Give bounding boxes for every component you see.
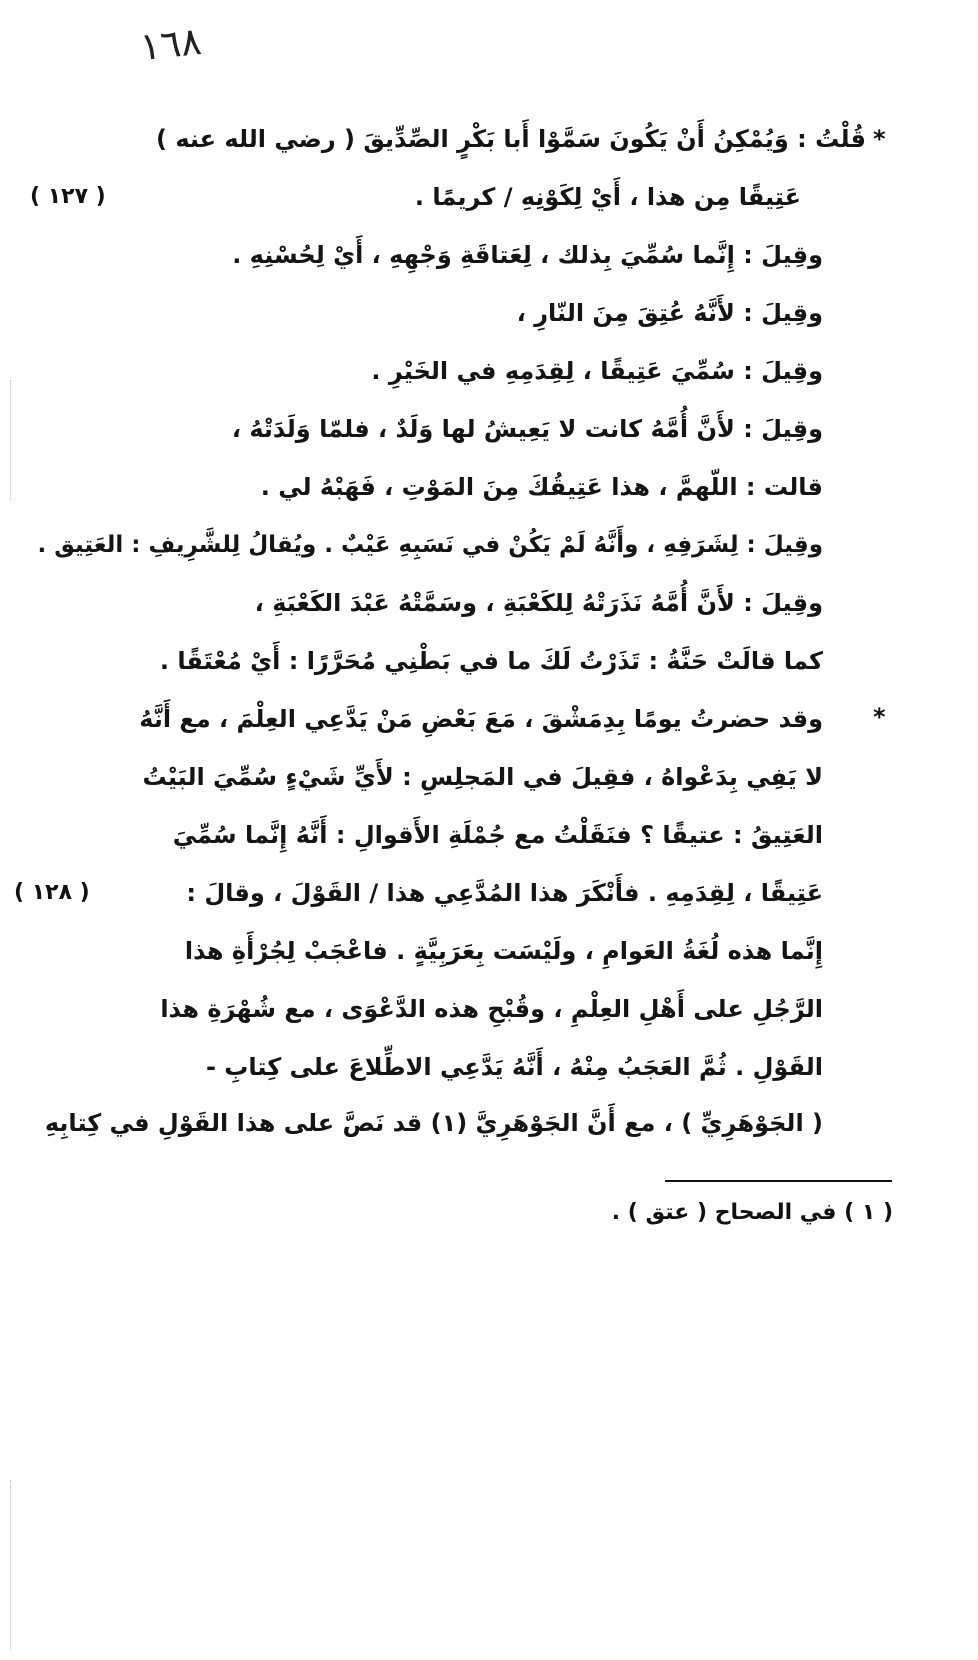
section-marker: * (873, 703, 886, 731)
text-line: لا يَفِي بِدَعْواهُ ، فقِيلَ في المَجلِسِ : لأَيِّ شَيْءٍ سُمِّيَ البَيْتُ (142, 763, 823, 791)
text-line: وقِيلَ : لأَنَّ أُمَّهُ كانت لا يَعِيشُ لها وَلَدٌ ، فلمّا وَلَدَتْهُ ، (231, 415, 823, 443)
text-line: وقِيلَ : لِشَرَفِهِ ، وأَنَّهُ لَمْ يَكُنْ في نَسَبِهِ عَيْبٌ . ويُقالُ لِلشَّرِيفِ : العَتِيق . (37, 532, 823, 558)
text-line: عَتِيقًا ، لِقِدَمِهِ . فأَنْكَرَ هذا المُدَّعِي هذا / القَوْلَ ، وقالَ : (186, 879, 823, 907)
text-line: وقِيلَ : سُمِّيَ عَتِيقًا ، لِقِدَمِهِ في الخَيْرِ . (371, 357, 823, 385)
text-line: القَوْلِ . ثُمَّ العَجَبُ مِنْهُ ، أَنَّهُ يَدَّعِي الاطِّلاعَ على كِتابِ - (205, 1053, 823, 1081)
margin-edge (10, 1480, 13, 1650)
footnote: ( ١ ) في الصحاح ( عتق ) . (611, 1200, 893, 1225)
text-line: عَتِيقًا مِن هذا ، أَيْ لِكَوْنِهِ / كريمًا . (414, 183, 801, 211)
text-line: وقِيلَ : لأَنَّهُ عُتِقَ مِنَ النّارِ ، (516, 299, 823, 327)
text-line: قُلْتُ : وَيُمْكِنُ أَنْ يَكُونَ سَمَّوْا أَبا بَكْرٍ الصِّدِّيقَ ( رضي الله عنه ) (156, 125, 866, 153)
text-line: قالت : اللّهمَّ ، هذا عَتِيقُكَ مِنَ المَوْتِ ، فَهَبْهُ لي . (260, 473, 823, 501)
text-line: الرَّجُلِ على أَهْلِ العِلْمِ ، وقُبْحِ هذه الدَّعْوَى ، مع شُهْرَةِ هذا (160, 995, 823, 1023)
margin-edge (10, 380, 13, 500)
section-marker: * (873, 125, 886, 153)
text-line: كما قالَتْ حَنَّةُ : تَذَرْتُ لَكَ ما في بَطْنِي مُحَرَّرًا : أَيْ مُعْتَقًا . (159, 647, 823, 675)
text-line: وقد حضرتُ يومًا بِدِمَشْقَ ، مَعَ بَعْضِ مَنْ يَدَّعِي العِلْمَ ، مع أَنَّهُ (139, 705, 823, 733)
text-line: وقِيلَ : لأَنَّ أُمَّهُ نَذَرَتْهُ لِلكَعْبَةِ ، وسَمَّتْهُ عَبْدَ الكَعْبَةِ ، (254, 589, 823, 617)
footnote-divider (665, 1180, 892, 1182)
page-number: ١٦٨ (137, 18, 204, 70)
text-line: وقِيلَ : إِنَّما سُمِّيَ بِذلك ، لِعَتاقَةِ وَجْهِهِ ، أَيْ لِحُسْنِهِ . (232, 241, 823, 269)
text-line: ( الجَوْهَرِيِّ ) ، مع أَنَّ الجَوْهَرِيَّ (١) قد نَصَّ على هذا القَوْلِ في كِتابِهِ (44, 1109, 823, 1137)
text-line: إِنَّما هذه لُغَةُ العَوامِ ، ولَيْسَت بِعَرَبِيَّةٍ . فاعْجَبْ لِجُرْأَةِ هذا (184, 937, 823, 965)
margin-reference-number: ( ١٢٨ ) (14, 880, 90, 905)
margin-reference-number: ( ١٢٧ ) (30, 184, 106, 209)
text-line: العَتِيقُ : عتيقًا ؟ فنَقَلْتُ مع جُمْلَةِ الأَقوالِ : أَنَّهُ إِنَّما سُمِّيَ (172, 821, 823, 849)
